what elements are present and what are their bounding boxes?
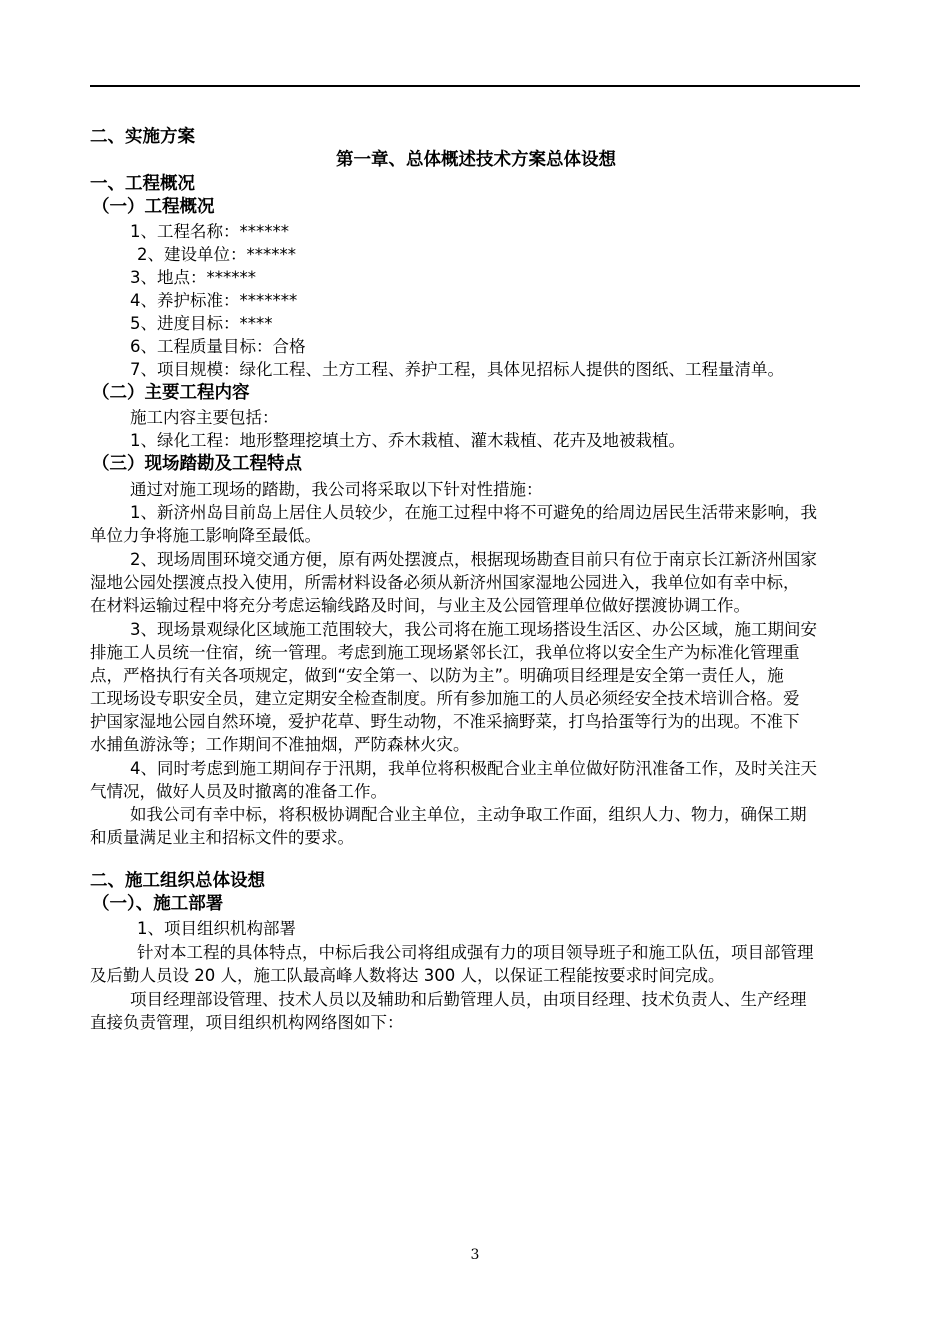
paragraph-line: 3、现场景观绿化区域施工范围较大，我公司将在施工现场搭设生活区、办公区域，施工期间安: [130, 620, 817, 639]
paragraph-line: 施工内容主要包括：: [130, 408, 279, 427]
paragraph-line: 湿地公园处摆渡点投入使用，所需材料设备必须从新济州国家湿地公园进入，我单位如有幸中标，: [90, 573, 800, 592]
paragraph-line: 如我公司有幸中标，将积极协调配合业主单位，主动争取工作面，组织人力、物力，确保工期: [130, 805, 807, 824]
paragraph-line: 2、现场周围环境交通方便，原有两处摆渡点，根据现场勘查目前只有位于南京长江新济州国家: [130, 550, 817, 569]
paragraph-line: 排施工人员统一住宿，统一管理。考虑到施工现场紧邻长江，我单位将以安全生产为标准化管理重: [90, 643, 800, 662]
list-item: 3、地点：******: [130, 268, 256, 287]
header-rule: [90, 85, 860, 87]
paragraph-line: 工现场设专职安全员，建立定期安全检查制度。所有参加施工的人员必须经安全技术培训合格。爱: [90, 689, 800, 708]
subheading-survey: （三）现场踏勘及工程特点: [92, 454, 302, 474]
page-number: 3: [470, 1247, 480, 1263]
list-item: 1、工程名称：******: [130, 222, 289, 241]
subheading-deployment: （一）、施工部署: [92, 894, 224, 914]
paragraph-line: 1、项目组织机构部署: [137, 919, 296, 938]
section-title: 二、实施方案: [90, 127, 195, 147]
paragraph-line: 护国家湿地公园自然环境，爱护花草、野生动物，不准采摘野菜，打鸟拾蛋等行为的出现。不准下: [90, 712, 800, 731]
paragraph-line: 气情况，做好人员及时撤离的准备工作。: [90, 782, 387, 801]
list-item: 4、养护标准：*******: [130, 291, 298, 310]
list-item: 6、工程质量目标：合格: [130, 337, 306, 356]
paragraph-line: 1、新济州岛目前岛上居住人员较少，在施工过程中将不可避免的给周边居民生活带来影响，我: [130, 503, 817, 522]
paragraph-line: 直接负责管理，项目组织机构网络图如下：: [90, 1013, 404, 1032]
list-item: 7、项目规模：绿化工程、土方工程、养护工程，具体见招标人提供的图纸、工程量清单。: [130, 360, 784, 379]
paragraph-line: 在材料运输过程中将充分考虑运输线路及时间，与业主及公园管理单位做好摆渡协调工作。: [90, 596, 750, 615]
paragraph-line: 及后勤人员设 20 人，施工队最高峰人数将达 300 人，以保证工程能按要求时间完成。: [90, 966, 725, 985]
list-item: 5、进度目标：****: [130, 314, 273, 333]
list-item: 2、建设单位：******: [137, 245, 296, 264]
paragraph-line: 通过对施工现场的踏勘，我公司将采取以下针对性措施：: [130, 480, 543, 499]
paragraph-line: 和质量满足业主和招标文件的要求。: [90, 828, 354, 847]
paragraph-line: 4、同时考虑到施工期间存于汛期，我单位将积极配合业主单位做好防汛准备工作，及时关注天: [130, 759, 817, 778]
heading-organization: 二、施工组织总体设想: [90, 871, 265, 891]
subheading-overview: （一）工程概况: [92, 197, 215, 217]
paragraph-line: 项目经理部设管理、技术人员以及辅助和后勤管理人员，由项目经理、技术负责人、生产经理: [130, 990, 807, 1009]
paragraph-line: 单位力争将施工影响降至最低。: [90, 526, 321, 545]
subheading-main-content: （二）主要工程内容: [92, 383, 250, 403]
paragraph-line: 点，严格执行有关各项规定，做到“安全第一、以防为主”。明确项目经理是安全第一责任人，施: [90, 666, 784, 685]
chapter-title: 第一章、总体概述技术方案总体设想: [336, 150, 616, 170]
paragraph-line: 针对本工程的具体特点，中标后我公司将组成强有力的项目领导班子和施工队伍，项目部管理: [137, 943, 814, 962]
paragraph-line: 1、绿化工程：地形整理挖填土方、乔木栽植、灌木栽植、花卉及地被栽植。: [130, 431, 685, 450]
heading-overview: 一、工程概况: [90, 174, 195, 194]
paragraph-line: 水捕鱼游泳等；工作期间不准抽烟，严防森林火灾。: [90, 735, 470, 754]
